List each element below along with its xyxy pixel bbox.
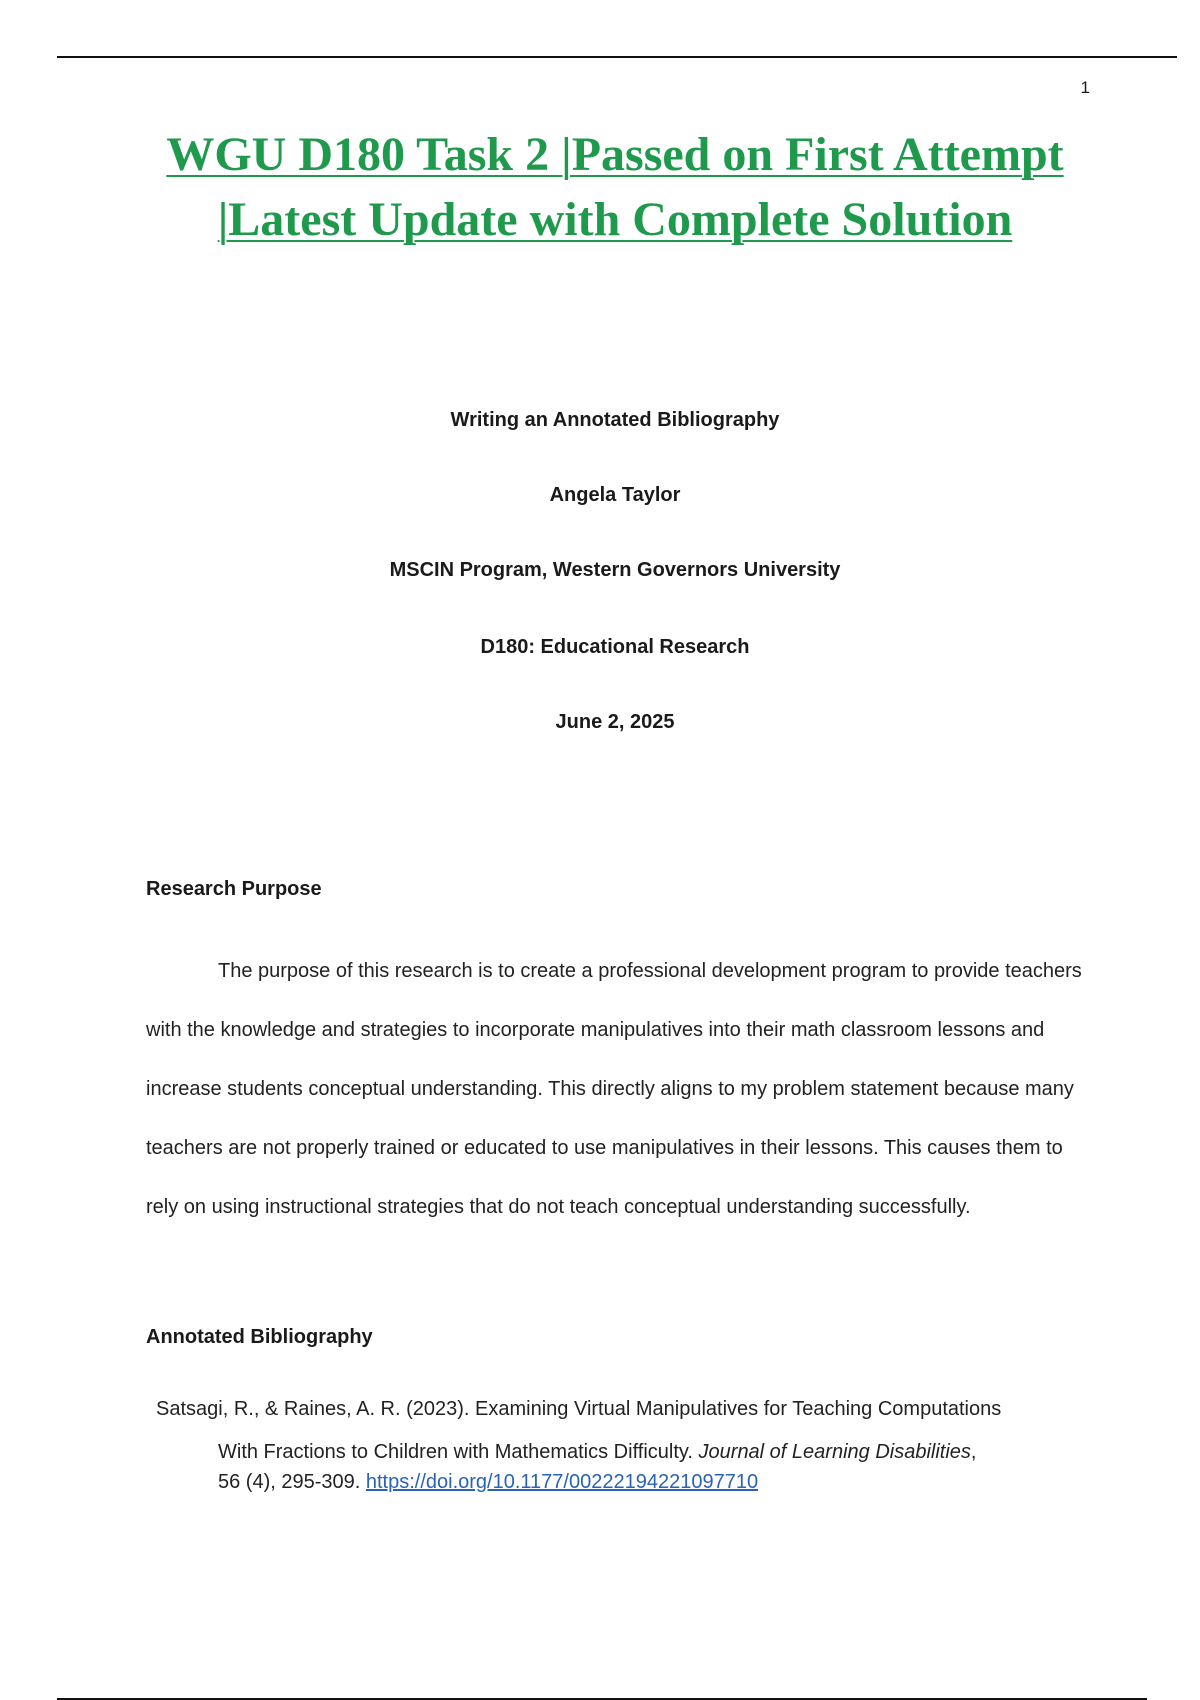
citation-journal: Journal of Learning Disabilities <box>698 1441 971 1463</box>
research-purpose-heading: Research Purpose <box>146 878 322 900</box>
citation-line-2 <box>156 1437 1091 1467</box>
author-name: Angela Taylor <box>549 484 681 506</box>
citation-entry <box>156 1394 1091 1497</box>
citation-line-1: Satsagi, R., & Raines, A. R. (2023). Examining Virtual Manipulatives for Teaching Computations <box>156 1398 1002 1420</box>
top-rule <box>57 56 1177 58</box>
program-affiliation: MSCIN Program, Western Governors University <box>389 559 841 581</box>
citation-doi-link[interactable]: https://doi.org/10.1177/00222194221097710 <box>365 1471 759 1493</box>
paper-title: Writing an Annotated Bibliography <box>450 409 780 431</box>
document-title-line-2: |Latest Update with Complete Solution <box>217 193 1013 246</box>
citation-comma: , <box>970 1441 977 1463</box>
citation-volume-pages: 56 (4), 295-309. <box>218 1471 366 1493</box>
citation-line-3 <box>156 1467 1091 1497</box>
document-title[interactable] <box>100 122 1130 252</box>
citation-article-title-end: With Fractions to Children with Mathematics Difficulty. <box>218 1441 699 1463</box>
annotated-bibliography-heading: Annotated Bibliography <box>146 1326 373 1348</box>
submission-date: June 2, 2025 <box>555 711 675 733</box>
document-title-line-1: WGU D180 Task 2 |Passed on First Attempt <box>166 128 1064 181</box>
course-name: D180: Educational Research <box>480 636 750 658</box>
research-purpose-paragraph: The purpose of this research is to create a professional development program to provide teachers with the knowledge and strategies to incorporate manipulatives into their math classroom lessons and increase students conceptual understanding. This directly aligns to my problem statement because many teachers are not properly trained or educated to use manipulatives in their lessons. This causes them to rely on using instructional strategies that do not teach conceptual understanding successfully. <box>146 960 1082 1218</box>
page-number: 1 <box>1080 78 1090 97</box>
